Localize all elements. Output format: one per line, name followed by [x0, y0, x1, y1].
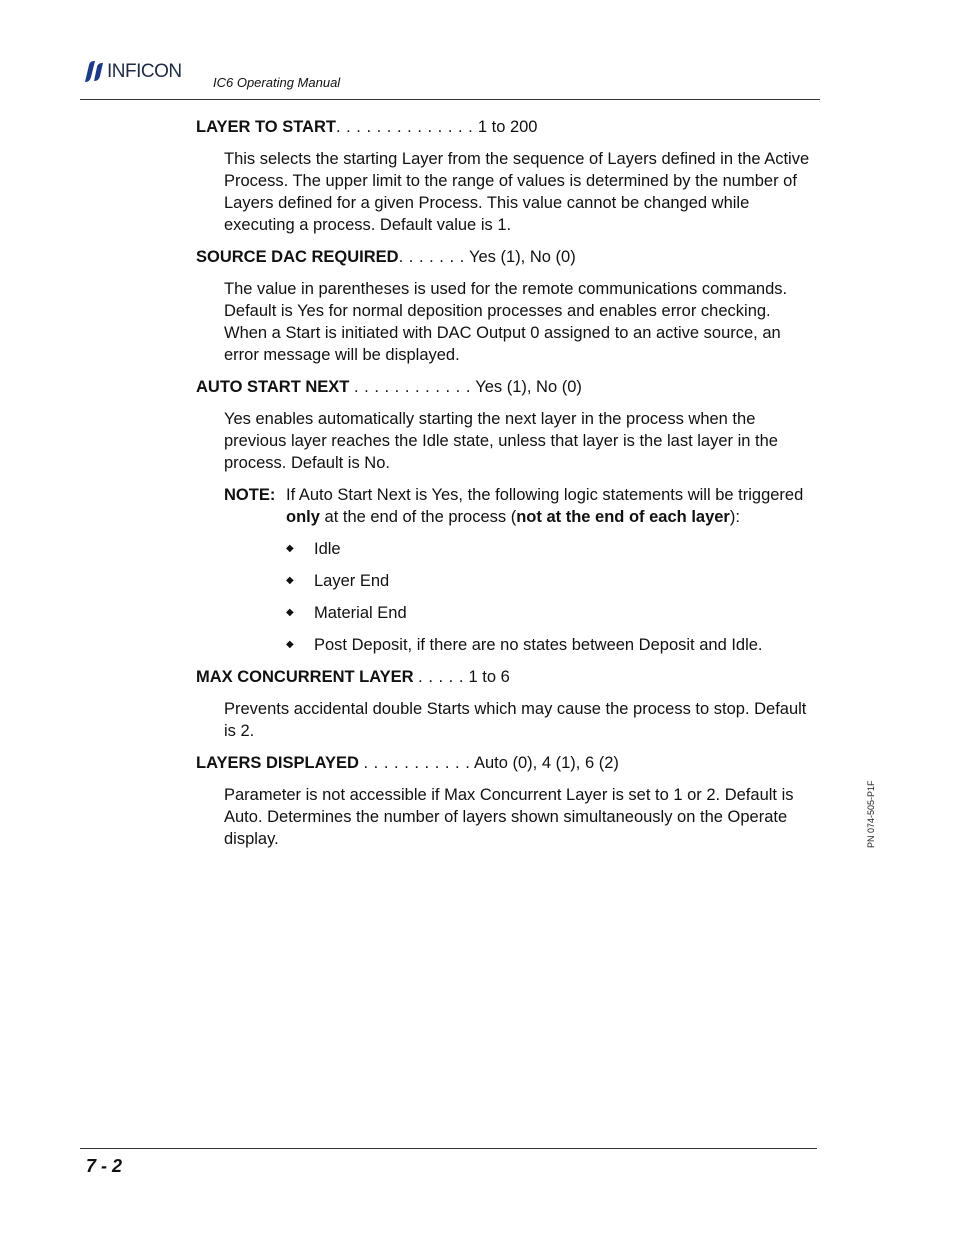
- param-description: Parameter is not accessible if Max Concurrent Layer is set to 1 or 2. Default is Auto. Determines the number of layers shown simultaneously on the Operate display.: [224, 786, 794, 848]
- part-number-label: PN 074-505-P1F: [866, 780, 876, 848]
- note-emphasis: not at the end of each layer: [516, 508, 730, 526]
- note-label: NOTE:: [224, 486, 276, 504]
- list-item: [286, 570, 816, 592]
- param-leader: . . . . . . .: [398, 248, 465, 266]
- list-item-text: Post Deposit, if there are no states between Deposit and Idle.: [314, 636, 763, 654]
- param-value: 1 to 6: [468, 668, 510, 686]
- param-name: AUTO START NEXT: [196, 378, 350, 396]
- param-heading-max-concurrent-layer: [196, 666, 816, 688]
- param-heading-layer-to-start: [196, 116, 816, 138]
- param-value: Auto (0), 4 (1), 6 (2): [473, 754, 619, 772]
- param-name: SOURCE DAC REQUIRED: [196, 248, 399, 266]
- param-value: Yes (1), No (0): [475, 378, 582, 396]
- inficon-logo-icon: [82, 59, 104, 83]
- list-item: [286, 634, 816, 656]
- param-description: Prevents accidental double Starts which may cause the process to stop. Default is 2.: [224, 700, 807, 740]
- document-title: IC6 Operating Manual: [213, 75, 341, 90]
- param-value: 1 to 200: [477, 118, 538, 136]
- list-item: [286, 602, 816, 624]
- param-leader: . . . . . . . . . . . . . .: [335, 118, 474, 136]
- diamond-bullet-icon: ◆: [286, 607, 294, 618]
- param-leader: . . . . . . . . . . . .: [353, 378, 471, 396]
- param-name: LAYERS DISPLAYED: [196, 754, 359, 772]
- diamond-bullet-icon: ◆: [286, 639, 294, 650]
- inficon-logo: [82, 58, 182, 84]
- note-text: If Auto Start Next is Yes, the following logic statements will be triggered: [286, 486, 804, 504]
- list-item-text: Layer End: [314, 572, 390, 590]
- list-item-text: Idle: [314, 540, 341, 558]
- param-description: This selects the starting Layer from the sequence of Layers defined in the Active Process. The upper limit to the range of values is determined by the number of Layers defined for a given Process. This value cannot be changed while executing a process. Default value is 1.: [224, 150, 810, 234]
- note-emphasis: only: [286, 508, 320, 526]
- param-leader: . . . . . . . . . . .: [363, 754, 471, 772]
- note-text: ):: [729, 508, 740, 526]
- param-name: LAYER TO START: [196, 118, 336, 136]
- param-leader: . . . . .: [418, 668, 464, 686]
- note-block: [224, 484, 816, 528]
- diamond-bullet-icon: ◆: [286, 575, 294, 586]
- logo-text: INFICON: [107, 60, 182, 82]
- diamond-bullet-icon: ◆: [286, 543, 294, 554]
- param-heading-layers-displayed: [196, 752, 816, 774]
- param-description: The value in parentheses is used for the remote communications commands. Default is Yes for normal deposition processes and enables error checking. When a Start is initiated with DAC Output 0 assigned to an active source, an error message will be displayed.: [224, 280, 788, 364]
- note-body: [286, 484, 816, 528]
- param-heading-source-dac-required: [196, 246, 816, 268]
- list-item: [286, 538, 816, 560]
- param-description: Yes enables automatically starting the next layer in the process when the previous layer reaches the Idle state, unless that layer is the last layer in the process. Default is No.: [224, 410, 778, 472]
- footer-divider: [80, 1148, 817, 1149]
- list-item-text: Material End: [314, 604, 407, 622]
- param-heading-auto-start-next: [196, 376, 816, 398]
- param-value: Yes (1), No (0): [469, 248, 576, 266]
- note-bullet-list: [286, 538, 816, 656]
- page-content: [196, 116, 816, 860]
- page-number: 7 - 2: [86, 1156, 123, 1176]
- note-text: at the end of the process (: [324, 508, 517, 526]
- header-divider: [80, 99, 820, 100]
- param-name: MAX CONCURRENT LAYER: [196, 668, 414, 686]
